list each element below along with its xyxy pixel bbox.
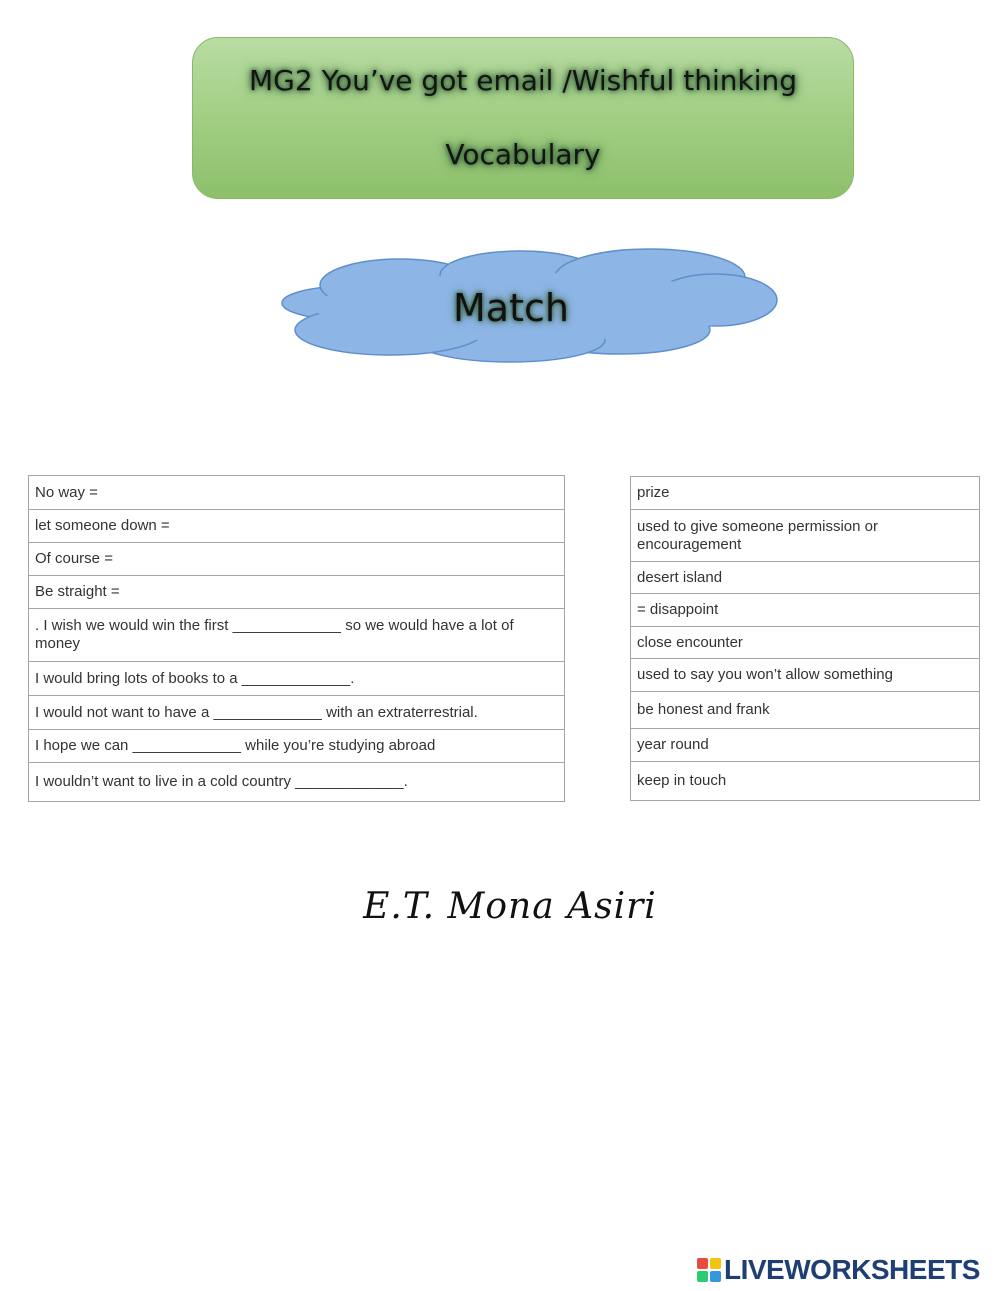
answer-cell[interactable]: close encounter [631, 627, 980, 659]
liveworksheets-logo-icon [697, 1258, 721, 1282]
prompt-cell[interactable]: No way = [29, 476, 565, 510]
answer-cell[interactable]: keep in touch [631, 762, 980, 801]
prompt-cell[interactable]: Be straight = [29, 576, 565, 609]
liveworksheets-brand[interactable] [697, 1255, 980, 1285]
answer-cell[interactable]: used to say you won’t allow something [631, 659, 980, 692]
author-signature: E.T. Mona Asiri [363, 886, 657, 927]
answer-cell[interactable]: used to give someone permission or encouragement [631, 510, 980, 562]
prompt-table [28, 475, 565, 802]
answer-cell[interactable]: year round [631, 729, 980, 762]
prompt-cell[interactable]: I hope we can _____________ while you’re studying abroad [29, 730, 565, 763]
prompt-cell[interactable]: I would not want to have a _____________ with an extraterrestrial. [29, 696, 565, 730]
answer-cell[interactable]: desert island [631, 562, 980, 594]
worksheet-subtitle: Vocabulary [445, 138, 601, 171]
prompt-cell[interactable]: Of course = [29, 543, 565, 576]
prompt-cell[interactable]: . I wish we would win the first _____________ so we would have a lot of money [29, 609, 565, 662]
title-box [192, 37, 854, 199]
match-instruction: Match [453, 286, 569, 330]
answer-cell[interactable]: be honest and frank [631, 692, 980, 729]
answer-table [630, 476, 980, 801]
answer-cell[interactable]: prize [631, 477, 980, 510]
prompt-cell[interactable]: I wouldn’t want to live in a cold country _____________. [29, 763, 565, 802]
prompt-cell[interactable]: let someone down = [29, 510, 565, 543]
brand-name: LIVEWORKSHEETS [724, 1254, 980, 1285]
worksheet-title: MG2 You’ve got email /Wishful thinking [249, 64, 797, 97]
prompt-cell[interactable]: I would bring lots of books to a _____________. [29, 662, 565, 696]
answer-cell[interactable]: = disappoint [631, 594, 980, 627]
